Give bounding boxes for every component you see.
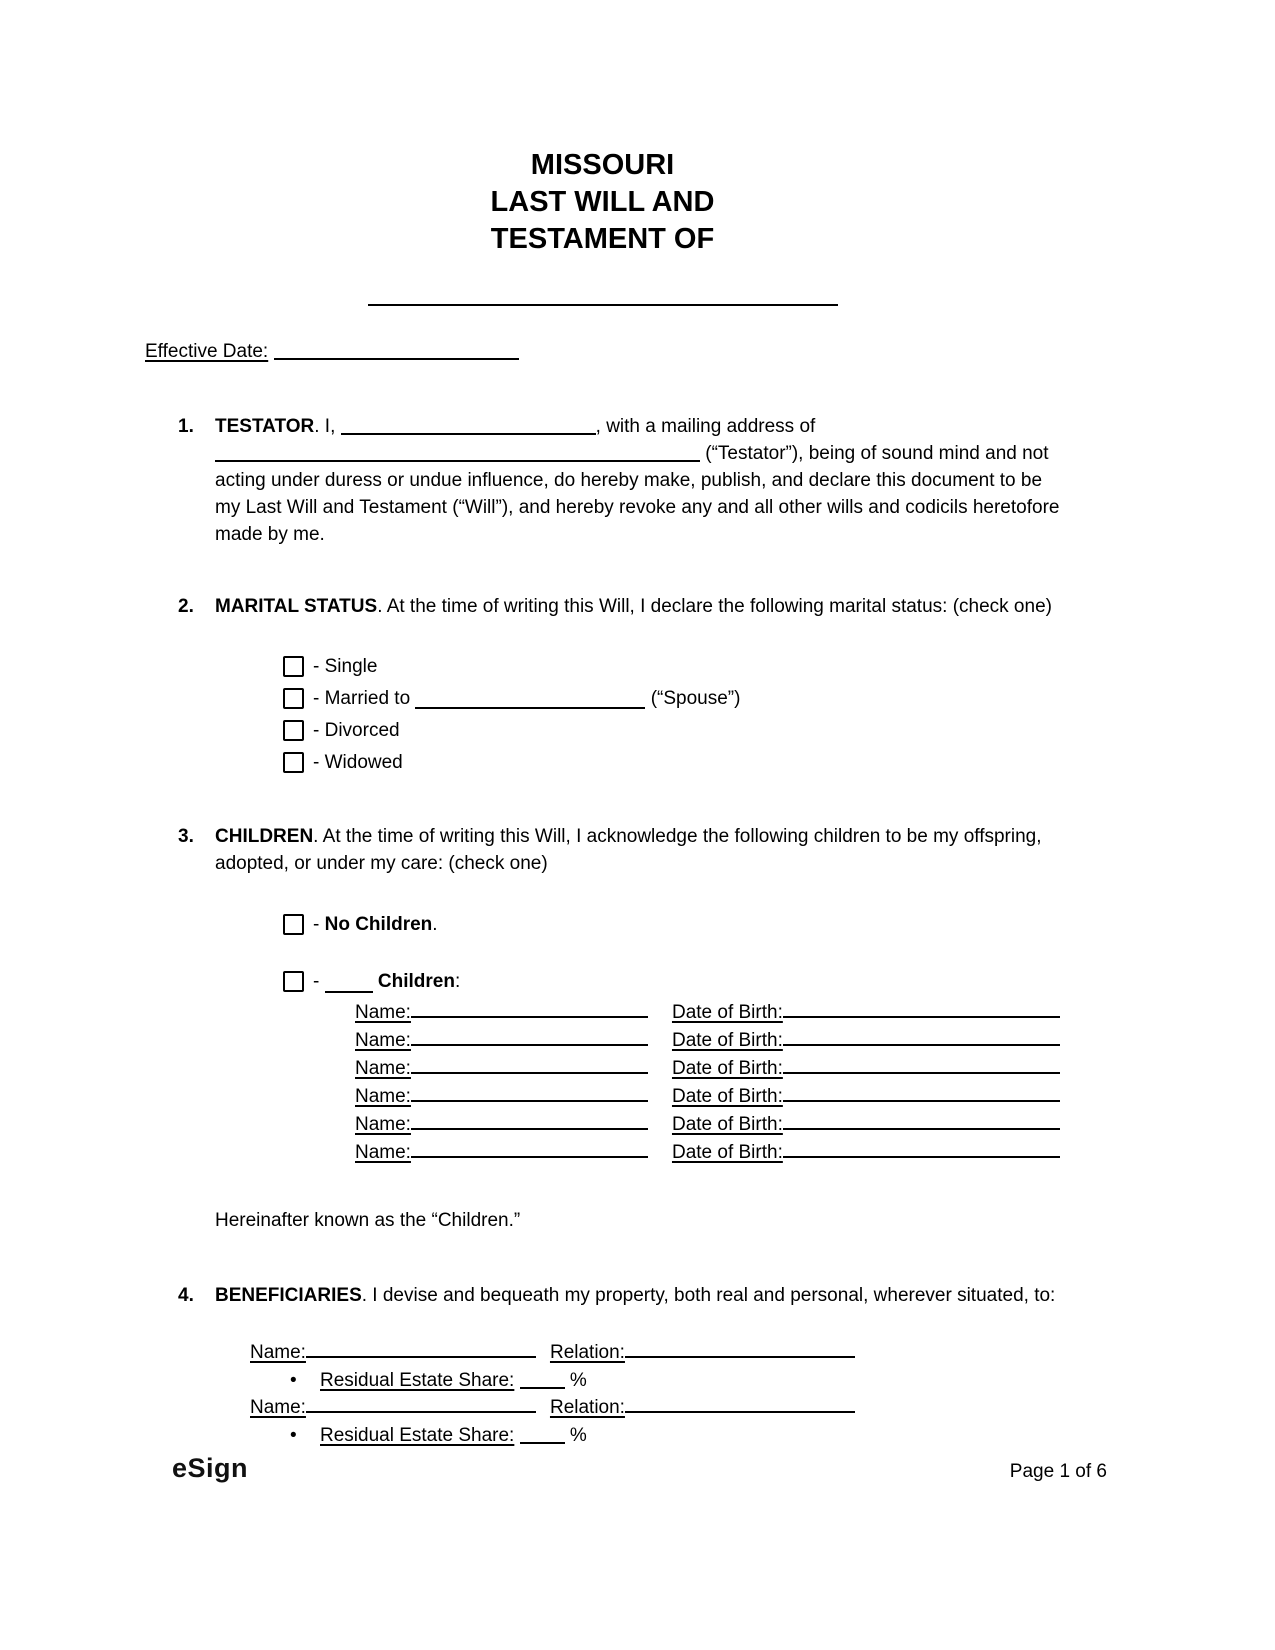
no-children-period: . [432,914,438,935]
section-children [178,823,1060,1234]
section-marital-status [178,593,1060,778]
section-heading: BENEFICIARIES [215,1285,362,1306]
child-dob-label: Date of Birth: [671,1114,783,1135]
child-name-label: Name: [355,1058,411,1079]
child-dob-blank[interactable] [783,1027,1060,1046]
percent-sign: % [569,1425,587,1446]
no-children-row [283,911,1060,938]
beneficiaries-text: . I devise and bequeath my property, both real and personal, wherever situated, to: [361,1285,1056,1306]
beneficiaries-paragraph [215,1282,1060,1309]
child-dob-label: Date of Birth: [671,1002,783,1023]
beneficiary-relation-label: Relation: [549,1342,625,1363]
bullet-icon: • [290,1425,297,1446]
esign-logo: eSign [172,1453,249,1483]
title-line-1: MISSOURI [530,149,675,181]
beneficiary-name-label: Name: [250,1342,306,1363]
widowed-label: - Widowed [313,751,403,773]
child-row [355,1083,1060,1111]
child-name-label: Name: [355,1114,411,1135]
option-divorced-row [283,714,1060,746]
child-name-label: Name: [355,1086,411,1107]
sections [178,413,1060,1449]
spouse-name-blank[interactable] [415,690,645,709]
effective-date-label: Effective Date: [145,341,269,362]
effective-date-blank[interactable] [274,341,519,360]
option-married-row [283,682,1060,714]
page-indicator: Page 1 of 6 [1009,1461,1107,1482]
beneficiary-row [250,1339,1060,1366]
child-name-blank[interactable] [411,1111,648,1130]
testator-name-blank[interactable] [341,416,596,435]
child-name-label: Name: [355,1142,411,1163]
residual-share-label: Residual Estate Share: [320,1370,515,1391]
has-children-row [283,968,1060,995]
marital-status-options [283,650,1060,778]
child-dob-label: Date of Birth: [671,1086,783,1107]
child-dob-blank[interactable] [783,1055,1060,1074]
child-dob-label: Date of Birth: [671,1030,783,1051]
beneficiary-relation-blank[interactable] [625,1339,855,1358]
testator-tail-text: (“Testator”), being of sound mind and not acting under duress or undue influence, do hereby make, publish, and declare this document to be my Last Will and Testament (“Will”), and hereby revoke any and all other wills and codicils heretofore made by me. [215,443,1060,545]
testator-paragraph [215,413,1060,548]
widowed-checkbox[interactable] [283,752,304,773]
divorced-label: - Divorced [313,719,400,741]
option-widowed-row [283,746,1060,778]
child-row [355,1139,1060,1167]
married-suffix-label: (“Spouse”) [650,687,741,709]
hereinafter-text: Hereinafter known as the “Children.” [215,1210,521,1231]
section-number: 3. [178,826,194,847]
child-row [355,1055,1060,1083]
section-number: 2. [178,596,194,617]
child-name-label: Name: [355,1002,411,1023]
section-heading: TESTATOR [215,416,315,437]
testator-lead-text: . I, [314,416,336,437]
divorced-checkbox[interactable] [283,720,304,741]
children-count-dash: - [313,971,320,992]
section-number: 1. [178,416,194,437]
child-name-blank[interactable] [411,1055,648,1074]
children-paragraph [215,823,1060,877]
title-line-2: LAST WILL AND [490,186,715,218]
single-checkbox[interactable] [283,656,304,677]
no-children-checkbox[interactable] [283,914,304,935]
title-line-3: TESTAMENT OF [490,223,715,255]
beneficiary-name-blank[interactable] [306,1339,536,1358]
testator-name-title-blank[interactable] [368,304,838,306]
children-count-colon: : [454,971,461,992]
beneficiary-name-label: Name: [250,1397,306,1418]
child-dob-blank[interactable] [783,1083,1060,1102]
single-label: - Single [313,655,378,677]
children-count-label: Children [377,971,455,992]
section-number: 4. [178,1285,194,1306]
residual-share-label: Residual Estate Share: [320,1425,515,1446]
child-name-label: Name: [355,1030,411,1051]
child-dob-blank[interactable] [783,1139,1060,1158]
beneficiary-name-blank[interactable] [306,1394,536,1413]
beneficiary-relation-label: Relation: [549,1397,625,1418]
page-footer [172,1455,1107,1485]
married-checkbox[interactable] [283,688,304,709]
marital-status-text: . At the time of writing this Will, I declare the following marital status: (check one) [377,596,1052,617]
children-text: . At the time of writing this Will, I acknowledge the following children to be my offspring, adopted, or under my care: (check one) [215,826,1042,874]
section-beneficiaries [178,1282,1060,1449]
residual-share-blank[interactable] [520,1425,565,1444]
page-title [145,147,1060,258]
marital-status-paragraph [215,593,1060,620]
child-name-blank[interactable] [411,1083,648,1102]
testator-address-blank[interactable] [215,443,700,462]
child-name-blank[interactable] [411,999,648,1018]
bullet-icon: • [290,1370,297,1391]
no-children-label: No Children [324,914,433,935]
child-row [355,1027,1060,1055]
child-name-blank[interactable] [411,1139,648,1158]
child-dob-blank[interactable] [783,999,1060,1018]
section-testator [178,413,1060,548]
effective-date-row [145,338,1060,365]
beneficiary-relation-blank[interactable] [625,1394,855,1413]
beneficiary-row [250,1394,1060,1421]
option-single-row [283,650,1060,682]
section-heading: MARITAL STATUS [215,596,378,617]
percent-sign: % [569,1370,587,1391]
section-heading: CHILDREN [215,826,314,847]
no-children-dash: - [313,914,320,935]
married-label: - Married to [313,687,411,709]
child-dob-label: Date of Birth: [671,1058,783,1079]
child-dob-blank[interactable] [783,1111,1060,1130]
children-count-blank[interactable] [325,974,373,993]
child-name-blank[interactable] [411,1027,648,1046]
child-row [355,1111,1060,1139]
residual-share-row [290,1422,1060,1449]
testator-mid-text: , with a mailing address of [595,416,816,437]
has-children-checkbox[interactable] [283,971,304,992]
residual-share-blank[interactable] [520,1370,565,1389]
residual-share-row [290,1367,1060,1394]
children-list [355,999,1060,1167]
child-dob-label: Date of Birth: [671,1142,783,1163]
child-row [355,999,1060,1027]
